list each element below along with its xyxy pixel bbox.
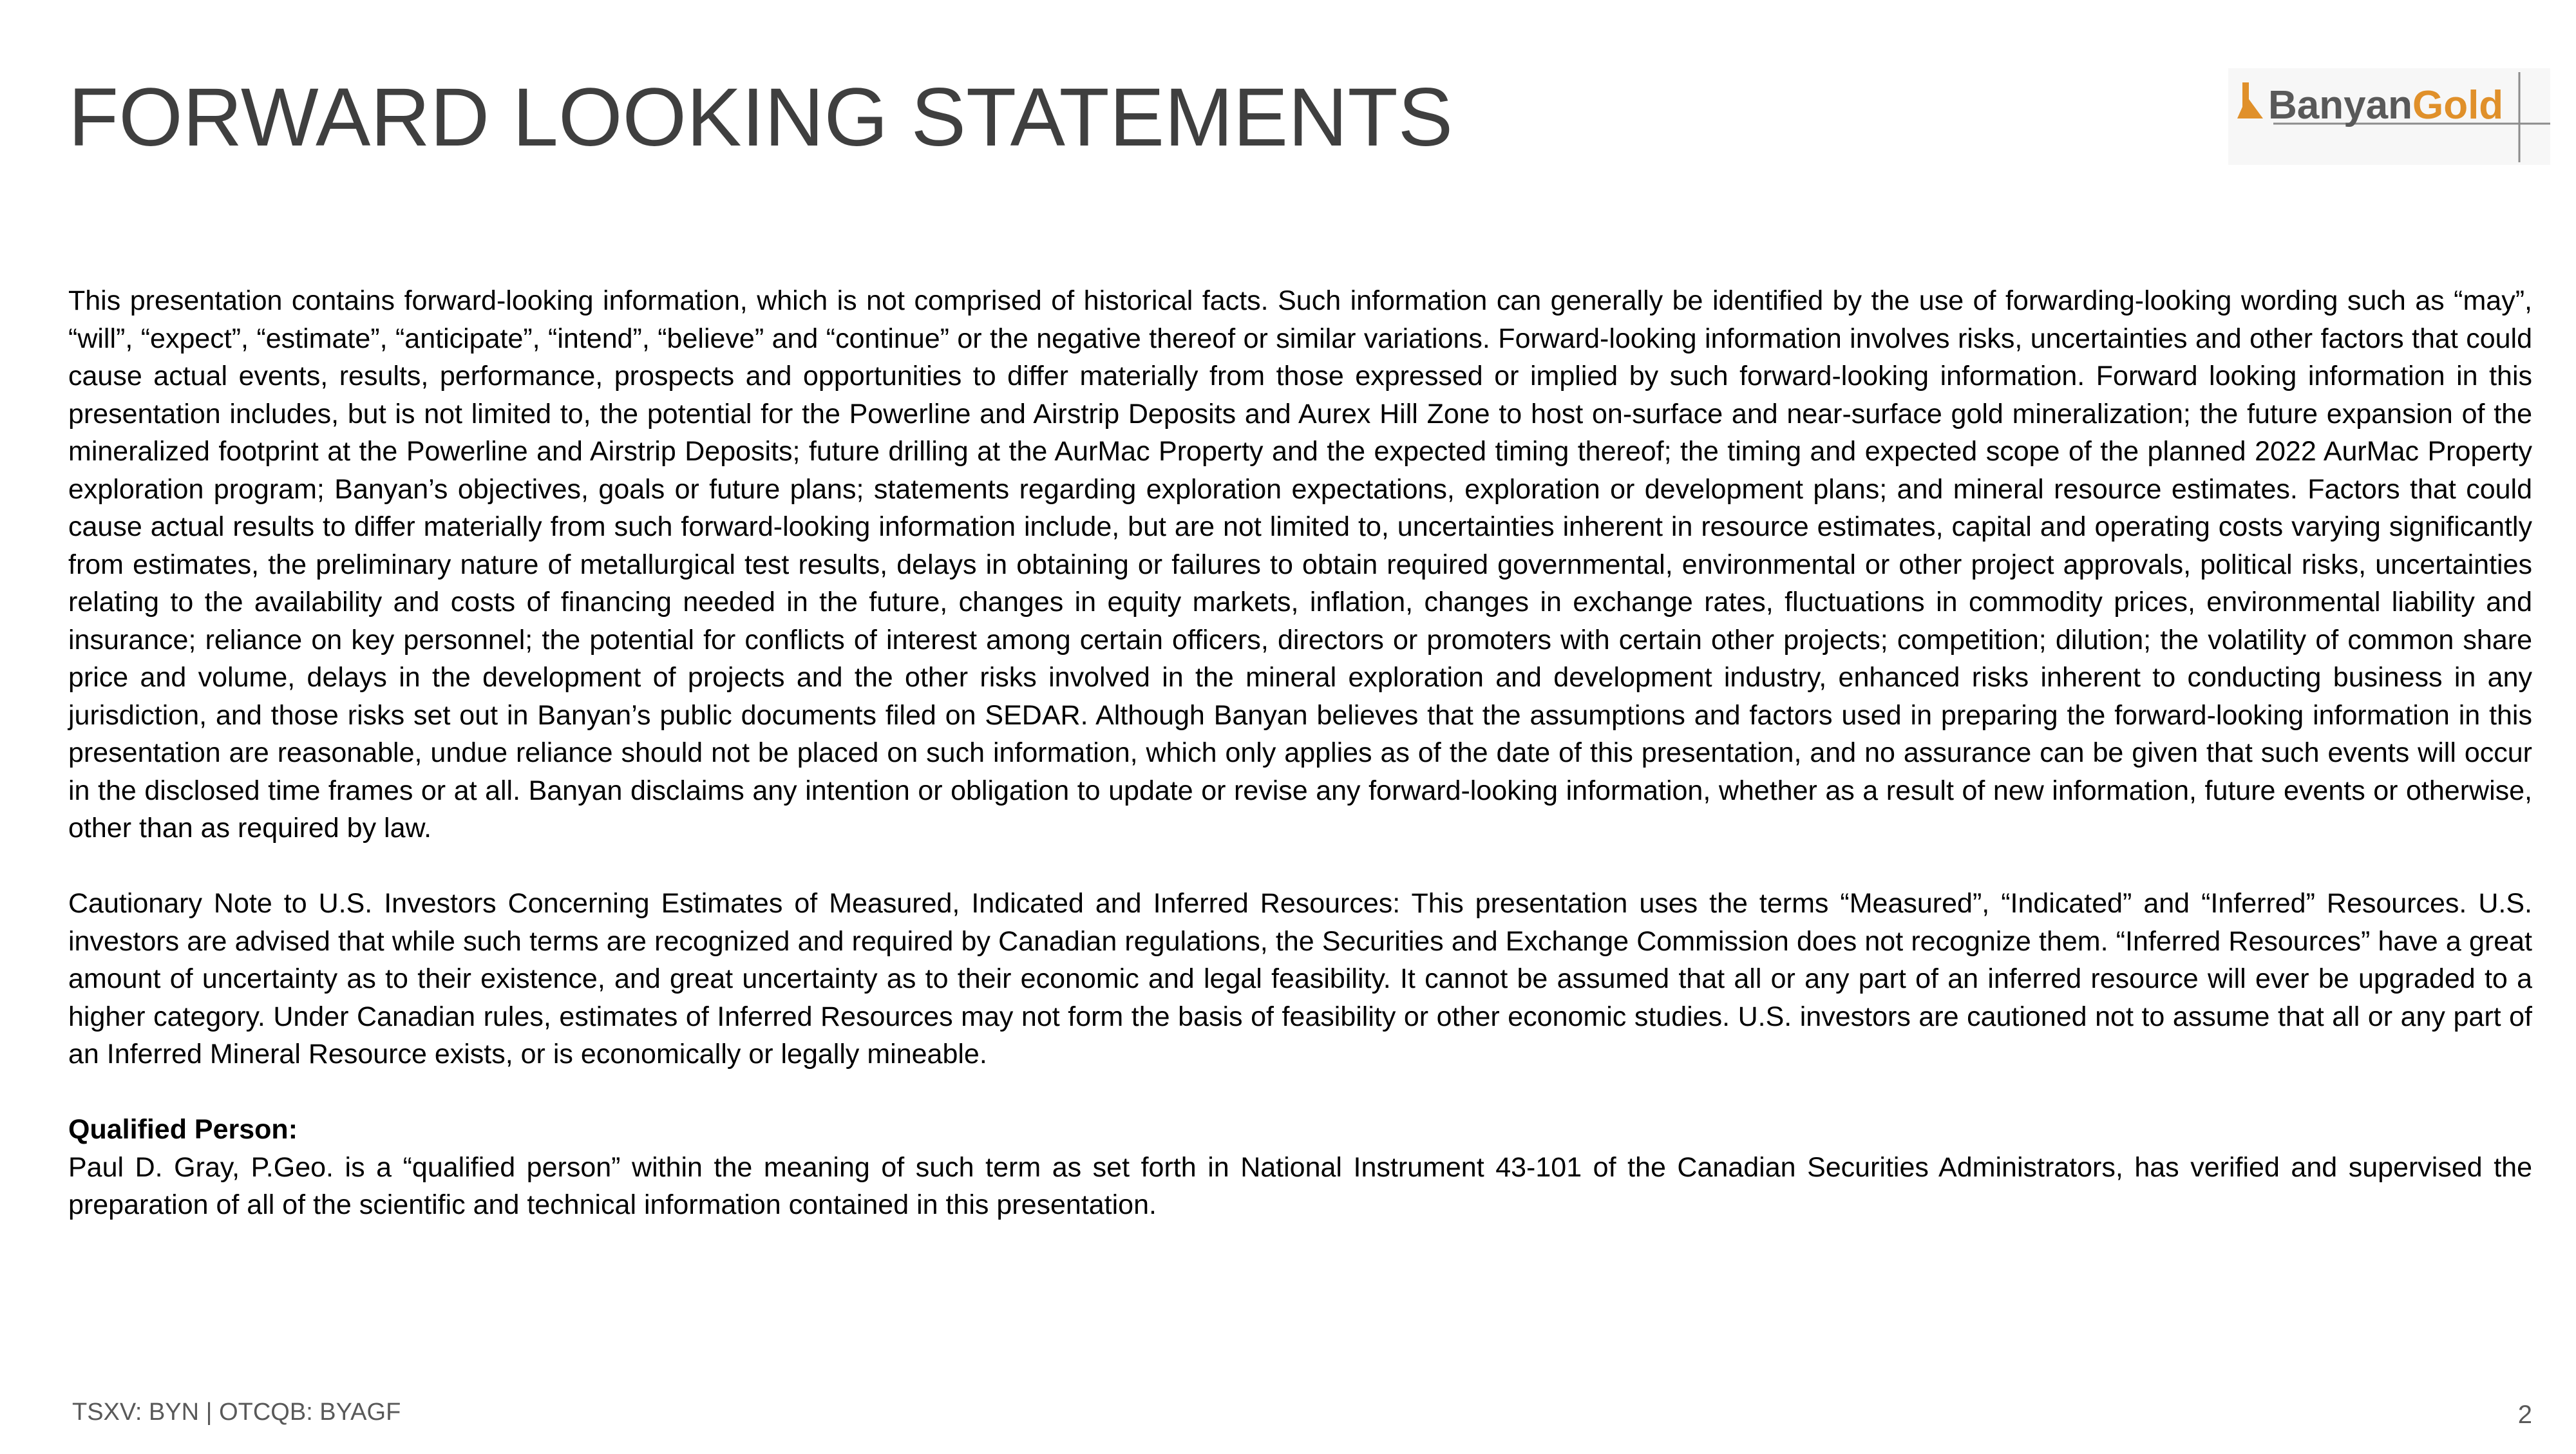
- forward-looking-paragraph: This presentation contains forward-looking information, which is not comprised of historical facts. Such information can generally be identified by the use of forwarding-looking wording such as “may”, “will”, “expect”, “estimate”, “anticipate”, “intend”, “believe” and “continue” or the negative thereof or similar variations. Forward-looking information involves risks, uncertainties and other factors that could cause actual events, results, performance, prospects and opportunities to differ materially from those expressed or implied by such forward-looking information. Forward looking information in this presentation includes, but is not limited to, the potential for the Powerline and Airstrip Deposits and Aurex Hill Zone to host on-surface and near-surface gold mineralization; the future expansion of the mineralized footprint at the Powerline and Airstrip Deposits; future drilling at the AurMac Property and the expected timing thereof; the timing and expected scope of the planned 2022 AurMac Property exploration program; Banyan’s objectives, goals or future plans; statements regarding exploration expectations, exploration or development plans; and mineral resource estimates. Factors that could cause actual results to differ materially from such forward-looking information include, but are not limited to, uncertainties inherent in resource estimates, capital and operating costs varying significantly from estimates, the preliminary nature of metallurgical test results, delays in obtaining or failures to obtain required governmental, environmental or other project approvals, political risks, uncertainties relating to the availability and costs of financing needed in the future, changes in equity markets, inflation, changes in exchange rates, fluctuations in commodity prices, environmental liability and insurance; reliance on key personnel; the potential for conflicts of interest among certain officers, directors or promoters with certain other projects; competition; dilution; the volatility of common share price and volume, delays in the development of projects and the other risks involved in the mineral exploration and development industry, enhanced risks inherent to conducting business in any jurisdiction, and those risks set out in Banyan’s public documents filed on SEDAR. Although Banyan believes that the assumptions and factors used in preparing the forward-looking information in this presentation are reasonable, undue reliance should not be placed on such information, which only applies as of the date of this presentation, and no assurance can be given that such events will occur in the disclosed time frames or at all. Banyan disclaims any intention or obligation to update or revise any forward-looking information, whether as a result of new information, future events or otherwise, other than as required by law.: [68, 285, 2532, 844]
- page-number: 2: [2517, 1401, 2532, 1429]
- cautionary-note-paragraph: Cautionary Note to U.S. Investors Concerning Estimates of Measured, Indicated and Inferred Resources: This presentation uses the terms “Measured”, “Indicated” and “Inferred” Resources. U.S. investors are advised that while such terms are recognized and required by Canadian regulations, the Securities and Exchange Commission does not recognize them. “Inferred Resources” have a great amount of uncertainty as to their existence, and great uncertainty as to their economic and legal feasibility. It cannot be assumed that all or any part of an inferred resource will ever be upgraded to a higher category. Under Canadian rules, estimates of Inferred Resources may not form the basis of feasibility or other economic studies. U.S. investors are cautioned not to assume that all or any part of an Inferred Mineral Resource exists, or is economically or legally mineable.: [68, 888, 2532, 1070]
- qualified-person-paragraph: Paul D. Gray, P.Geo. is a “qualified person” within the meaning of such term as set forth in National Instrument 43-101 of the Canadian Securities Administrators, has verified and supervised the preparation of all of the scientific and technical information contained in this presentation.: [68, 1151, 2532, 1220]
- qualified-person-heading: Qualified Person:: [68, 1114, 298, 1145]
- disclaimer-body: [68, 282, 2532, 1224]
- footer-tickers: TSXV: BYN | OTCQB: BYAGF: [72, 1399, 401, 1426]
- logo-wordmark: [2268, 83, 2503, 127]
- logo-wordmark-banyan: Banyan: [2268, 83, 2412, 127]
- banyan-gold-logo: [2228, 68, 2550, 165]
- logo-wordmark-gold: Gold: [2412, 83, 2504, 127]
- page-title: FORWARD LOOKING STATEMENTS: [68, 71, 1454, 164]
- logo-graphic: [2228, 68, 2550, 165]
